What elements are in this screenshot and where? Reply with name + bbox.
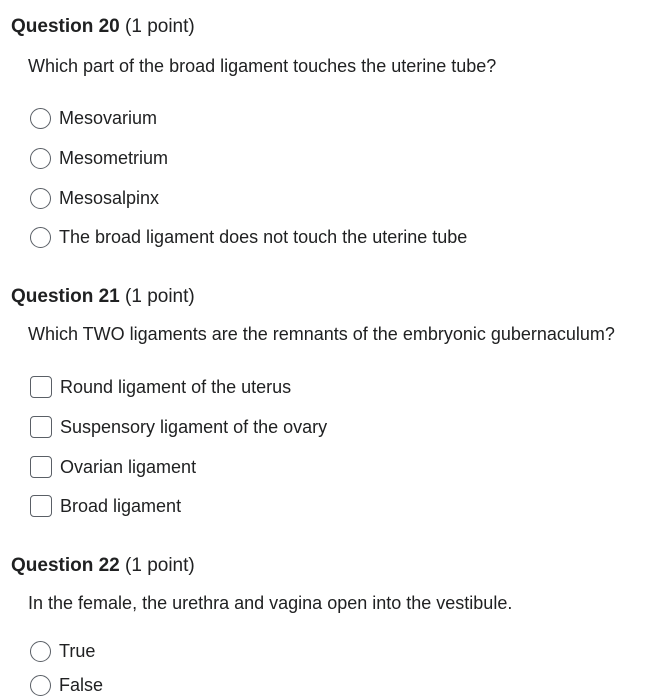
option-broad-ligament[interactable] (30, 493, 181, 519)
option-label[interactable]: Broad ligament (60, 495, 182, 516)
radio-button[interactable] (30, 148, 51, 169)
option-label[interactable]: Mesovarium (59, 107, 158, 128)
radio-button[interactable] (30, 675, 51, 696)
option-label[interactable]: The broad ligament does not touch the uterine tube (59, 226, 468, 247)
option-label[interactable]: Round ligament of the uterus (60, 376, 292, 397)
option-label[interactable]: Mesosalpinx (59, 187, 160, 208)
option-label[interactable]: True (59, 640, 96, 661)
option-does-not-touch[interactable] (30, 224, 467, 250)
option-label[interactable]: Ovarian ligament (60, 456, 197, 477)
question-number: Question 22 (11, 555, 120, 576)
question-header (11, 555, 195, 577)
option-mesometrium[interactable] (30, 145, 168, 171)
option-round-ligament[interactable] (30, 374, 291, 400)
checkbox[interactable] (30, 495, 52, 517)
question-prompt: In the female, the urethra and vagina open into the vestibule. (28, 593, 513, 613)
option-label[interactable]: Suspensory ligament of the ovary (60, 416, 328, 437)
question-points: (1 point) (119, 16, 195, 37)
option-label[interactable]: Mesometrium (59, 147, 169, 168)
radio-button[interactable] (30, 641, 51, 662)
radio-button[interactable] (30, 188, 51, 209)
checkbox[interactable] (30, 456, 52, 478)
question-points: (1 point) (119, 555, 195, 576)
option-mesosalpinx[interactable] (30, 185, 159, 211)
question-number: Question 20 (11, 16, 120, 37)
radio-button[interactable] (30, 108, 51, 129)
question-points: (1 point) (119, 286, 195, 307)
option-false[interactable] (30, 672, 103, 698)
option-suspensory-ligament[interactable] (30, 414, 327, 440)
question-prompt: Which part of the broad ligament touches the uterine tube? (28, 56, 497, 76)
option-label[interactable]: False (59, 674, 104, 695)
question-header (11, 286, 195, 308)
option-ovarian-ligament[interactable] (30, 454, 196, 480)
radio-button[interactable] (30, 227, 51, 248)
option-mesovarium[interactable] (30, 105, 157, 131)
question-prompt: Which TWO ligaments are the remnants of the embryonic gubernaculum? (28, 324, 615, 344)
checkbox[interactable] (30, 376, 52, 398)
question-number: Question 21 (11, 286, 120, 307)
checkbox[interactable] (30, 416, 52, 438)
question-header (11, 16, 195, 38)
option-true[interactable] (30, 638, 95, 664)
